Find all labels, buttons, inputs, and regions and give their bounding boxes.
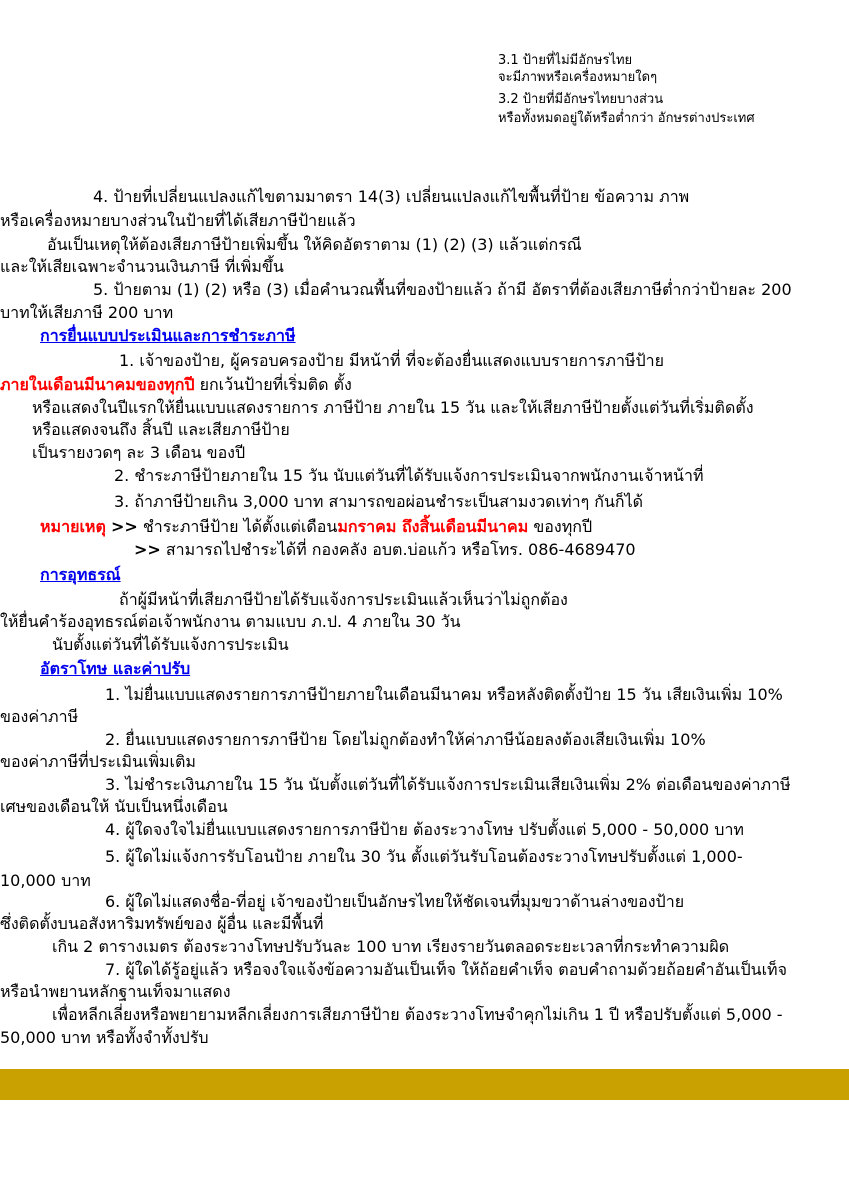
penalty-1-line2: ของค่าภาษี: [0, 707, 79, 726]
note-label: หมายเหตุ: [40, 517, 106, 536]
penalty-5-line2: 10,000 บาท: [0, 871, 91, 890]
filing-1-line4: หรือแสดงจนถึง สิ้นปี และเสียภาษีป้าย: [32, 420, 290, 439]
rate-4-line3: อันเป็นเหตุให้ต้องเสียภาษีป้ายเพิ่มขึ้น ให้คิดอัตราตาม (1) (2) (3) แล้วแต่กรณี: [47, 235, 582, 254]
note-arrow: >>: [110, 517, 138, 536]
filing-deadline-emphasis: ภายในเดือนมีนาคมของทุกปี: [0, 375, 195, 394]
rate-3-2-detail: หรือทั้งหมดอยู่ใต้หรือต่ำกว่า อักษรต่างประเทศ: [498, 111, 755, 126]
penalty-1-line1: 1. ไม่ยื่นแบบแสดงรายการภาษีป้ายภายในเดือนมีนาคม หรือหลังติดตั้งป้าย 15 วัน เสียเงินเพิ่ม 10%: [105, 685, 783, 704]
rate-4-line1: 4. ป้ายที่เปลี่ยนแปลงแก้ไขตามมาตรา 14(3) เปลี่ยนแปลงแก้ไขพื้นที่ป้าย ข้อความ ภาพ: [93, 187, 690, 206]
rate-3-1: 3.1 ป้ายที่ไม่มีอักษรไทย: [498, 53, 633, 68]
rate-3-1-detail: จะมีภาพหรือเครื่องหมายใดๆ: [498, 70, 658, 85]
rate-5-line2: บาทให้เสียภาษี 200 บาท: [0, 303, 174, 322]
filing-3: 3. ถ้าภาษีป้ายเกิน 3,000 บาท สามารถขอผ่อนชำระเป็นสามงวดเท่าๆ กันก็ได้: [114, 492, 643, 511]
penalty-7-line1: 7. ผู้ใดได้รู้อยู่แล้ว หรือจงใจแจ้งข้อความอันเป็นเท็จ ให้ถ้อยคำเท็จ ตอบคำถามด้วยถ้อยคำอันเป็นเท็จ: [105, 960, 787, 979]
rate-3-2: 3.2 ป้ายที่มีอักษรไทยบางส่วน: [498, 92, 664, 107]
penalty-2-line1: 2. ยื่นแบบแสดงรายการภาษีป้าย โดยไม่ถูกต้องทำให้ค่าภาษีน้อยลงต้องเสียเงินเพิ่ม 10%: [105, 730, 706, 749]
penalty-7-line2: หรือนำพยานหลักฐานเท็จมาแสดง: [0, 982, 231, 1001]
penalty-6-line2: ซึ่งติดตั้งบนอสังหาริมทรัพย์ของ ผู้อื่น และมีพื้นที่: [0, 914, 324, 933]
filing-1-line1: 1. เจ้าของป้าย, ผู้ครอบครองป้าย มีหน้าที่ ที่จะต้องยื่นแสดงแบบรายการภาษีป้าย: [119, 351, 664, 370]
penalty-6-line1: 6. ผู้ใดไม่แสดงชื่อ-ที่อยู่ เจ้าของป้ายเป็นอักษรไทยให้ชัดเจนที่มุมขวาด้านล่างของป้าย: [105, 892, 685, 911]
filing-1-line5: เป็นรายงวดๆ ละ 3 เดือน ของปี: [32, 443, 246, 462]
appeal-line1: ถ้าผู้มีหน้าที่เสียภาษีป้ายได้รับแจ้งการประเมินแล้วเห็นว่าไม่ถูกต้อง: [119, 590, 568, 609]
appeal-line3: นับตั้งแต่วันที่ได้รับแจ้งการประเมิน: [52, 635, 289, 654]
rate-4-line4: และให้เสียเฉพาะจำนวนเงินภาษี ที่เพิ่มขึ้น: [0, 257, 284, 276]
filing-2: 2. ชำระภาษีป้ายภายใน 15 วัน นับแต่วันที่ได้รับแจ้งการประเมินจากพนักงานเจ้าหน้าที่: [114, 466, 704, 485]
penalty-6-line3: เกิน 2 ตารางเมตร ต้องระวางโทษปรับวันละ 100 บาท เรียงรายวันตลอดระยะเวลาที่กระทำความผิด: [52, 937, 730, 956]
note-line2: >> สามารถไปชำระได้ที่ กองคลัง อบต.บ่อแก้ว หรือโทร. 086-4689470: [134, 540, 636, 559]
appeal-line2: ให้ยื่นคำร้องอุทธรณ์ต่อเจ้าพนักงาน ตามแบบ ภ.ป. 4 ภายใน 30 วัน: [0, 612, 461, 631]
penalty-3-line1: 3. ไม่ชำระเงินภายใน 15 วัน นับตั้งแต่วันที่ได้รับแจ้งการประเมินเสียเงินเพิ่ม 2% ต่อเดือนของค่าภาษี: [105, 775, 791, 794]
penalty-7-line3: เพื่อหลีกเลี่ยงหรือพยายามหลีกเลี่ยงการเสียภาษีป้าย ต้องระวางโทษจำคุกไม่เกิน 1 ปี หรือปรับตั้งแต่ 5,000 -: [52, 1005, 783, 1024]
penalty-heading: อัตราโทษ และค่าปรับ: [40, 659, 191, 678]
penalty-4: 4. ผู้ใดจงใจไม่ยื่นแบบแสดงรายการภาษีป้าย ต้องระวางโทษ ปรับตั้งแต่ 5,000 - 50,000 บาท: [105, 820, 744, 839]
appeal-heading: การอุทธรณ์: [40, 565, 121, 584]
filing-heading: การยื่นแบบประเมินและการชำระภาษี: [40, 326, 296, 345]
note-arrow: >>: [134, 540, 161, 559]
rate-4-line2: หรือเครื่องหมายบางส่วนในป้ายที่ได้เสียภาษีป้ายแล้ว: [0, 211, 356, 230]
footer-band: [0, 1069, 849, 1100]
penalty-5-line1: 5. ผู้ใดไม่แจ้งการรับโอนป้าย ภายใน 30 วัน ตั้งแต่วันรับโอนต้องระวางโทษปรับตั้งแต่ 1,000-: [105, 847, 743, 866]
filing-1-line3: หรือแสดงในปีแรกให้ยื่นแบบแสดงรายการ ภาษีป้าย ภายใน 15 วัน และให้เสียภาษีป้ายตั้งแต่วันที่เริ่มติดตั้ง: [32, 398, 754, 417]
filing-1-line2: ภายในเดือนมีนาคมของทุกปี ยกเว้นป้ายที่เริ่มติด ตั้ง: [0, 375, 352, 394]
rate-5-line1: 5. ป้ายตาม (1) (2) หรือ (3) เมื่อคำนวณพื้นที่ของป้ายแล้ว ถ้ามี อัตราที่ต้องเสียภาษีต่ำกว่าป้ายละ 200: [93, 280, 792, 299]
penalty-2-line2: ของค่าภาษีที่ประเมินเพิ่มเติม: [0, 752, 196, 771]
penalty-7-line4: 50,000 บาท หรือทั้งจำทั้งปรับ: [0, 1028, 209, 1047]
note-line1: หมายเหตุ >> ชำระภาษีป้าย ได้ตั้งแต่เดือนมกราคม ถึงสิ้นเดือนมีนาคม ของทุกปี: [40, 517, 593, 536]
penalty-3-line2: เศษของเดือนให้ นับเป็นหนึ่งเดือน: [0, 797, 228, 816]
